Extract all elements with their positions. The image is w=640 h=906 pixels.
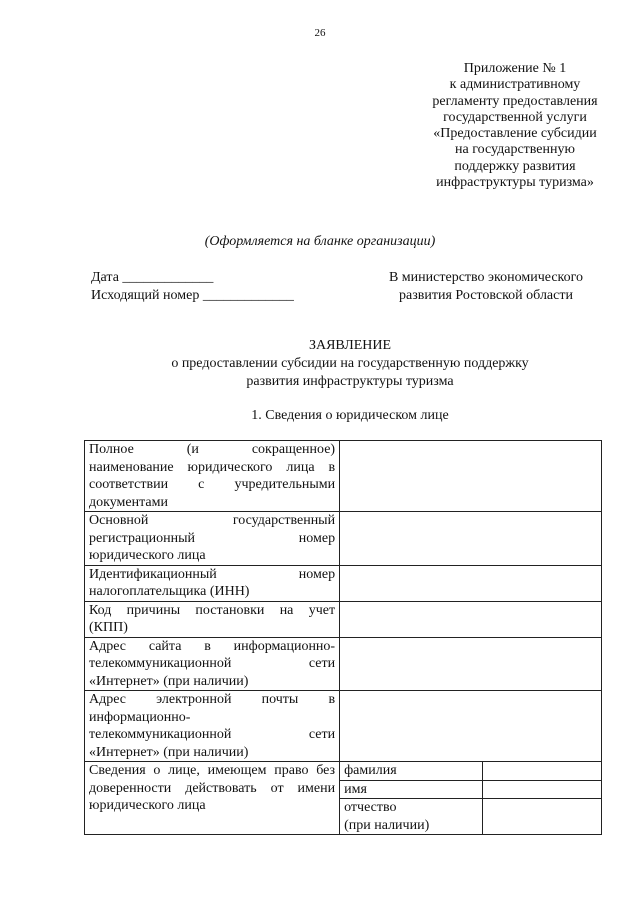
appendix-line: инфраструктуры туризма» xyxy=(436,175,594,191)
legal-entity-table xyxy=(84,440,602,835)
value-cell[interactable] xyxy=(340,512,602,566)
label-line: документами xyxy=(89,494,168,510)
label-line: «Интернет» (при наличии) xyxy=(89,673,249,689)
table-row xyxy=(85,512,602,566)
value-cell[interactable] xyxy=(340,601,602,637)
table-row xyxy=(85,762,602,781)
addressee-line: развития Ростовской области xyxy=(399,288,573,303)
label-line: (КПП) xyxy=(89,620,128,635)
surname-label: фамилия xyxy=(340,762,483,781)
label-line: телекоммуникационной сети xyxy=(89,656,336,671)
row-label xyxy=(85,565,340,601)
name-label: имя xyxy=(340,780,483,799)
label-line: Полное (и сокращенное) xyxy=(89,442,336,457)
table-row xyxy=(85,637,602,691)
label-line: Адрес сайта в информационно- xyxy=(89,638,336,654)
label-line: доверенности действовать от имени xyxy=(89,780,336,796)
label-line: наименование юридического лица в xyxy=(89,459,336,475)
label-line: Идентификационный номер xyxy=(89,566,336,582)
table-row xyxy=(85,441,602,512)
label-line: информационно- xyxy=(89,709,191,725)
appendix-header xyxy=(420,61,610,191)
label-line: соответствии с учредительными xyxy=(89,477,336,492)
patronymic-line: отчество xyxy=(344,800,397,815)
label-line: «Интернет» (при наличии) xyxy=(89,744,249,760)
patronymic-value[interactable] xyxy=(483,799,602,835)
table-row xyxy=(85,565,602,601)
label-line: налогоплательщика (ИНН) xyxy=(89,584,250,599)
statement-heading xyxy=(0,337,640,391)
patronymic-line: (при наличии) xyxy=(344,817,430,833)
name-value[interactable] xyxy=(483,780,602,799)
document-meta xyxy=(91,269,294,305)
statement-subtitle: о предоставлении субсидии на государственную поддержку xyxy=(171,356,529,371)
value-cell[interactable] xyxy=(340,565,602,601)
label-line: Основной государственный xyxy=(89,513,336,528)
statement-subtitle: развития инфраструктуры туризма xyxy=(246,374,454,389)
label-line: Сведения о лице, имеющем право без xyxy=(89,763,336,778)
appendix-line: «Предоставление субсидии xyxy=(433,126,597,142)
statement-title: ЗАЯВЛЕНИЕ xyxy=(308,338,392,353)
value-cell[interactable] xyxy=(340,691,602,762)
label-line: юридического лица xyxy=(89,548,206,563)
appendix-line: Приложение № 1 xyxy=(463,61,567,76)
addressee-line: В министерство экономического xyxy=(388,270,584,285)
patronymic-label xyxy=(340,799,483,835)
row-label xyxy=(85,601,340,637)
addressee xyxy=(366,269,606,305)
date-field: Дата _____________ xyxy=(91,270,214,285)
appendix-line: регламенту предоставления xyxy=(432,93,598,109)
label-line: регистрационный номер xyxy=(89,530,336,546)
surname-value[interactable] xyxy=(483,762,602,781)
section-title: 1. Сведения о юридическом лице xyxy=(251,408,449,423)
outgoing-number-field: Исходящий номер _____________ xyxy=(91,288,294,303)
appendix-line: поддержку развития xyxy=(454,158,576,174)
letterhead-note: (Оформляется на бланке организации) xyxy=(204,234,436,249)
label-line: юридического лица xyxy=(89,798,206,813)
page-number: 26 xyxy=(314,27,326,39)
row-label xyxy=(85,441,340,512)
row-label xyxy=(85,637,340,691)
row-label xyxy=(85,762,340,835)
table-row xyxy=(85,691,602,762)
row-label xyxy=(85,691,340,762)
appendix-line: государственной услуги xyxy=(443,109,587,125)
appendix-line: к административному xyxy=(449,77,581,93)
appendix-line: на государственную xyxy=(455,142,575,158)
label-line: Код причины постановки на учет xyxy=(89,602,336,618)
value-cell[interactable] xyxy=(340,637,602,691)
label-line: Адрес электронной почты в xyxy=(89,692,336,707)
table-row xyxy=(85,601,602,637)
label-line: телекоммуникационной сети xyxy=(89,727,336,742)
value-cell[interactable] xyxy=(340,441,602,512)
row-label xyxy=(85,512,340,566)
